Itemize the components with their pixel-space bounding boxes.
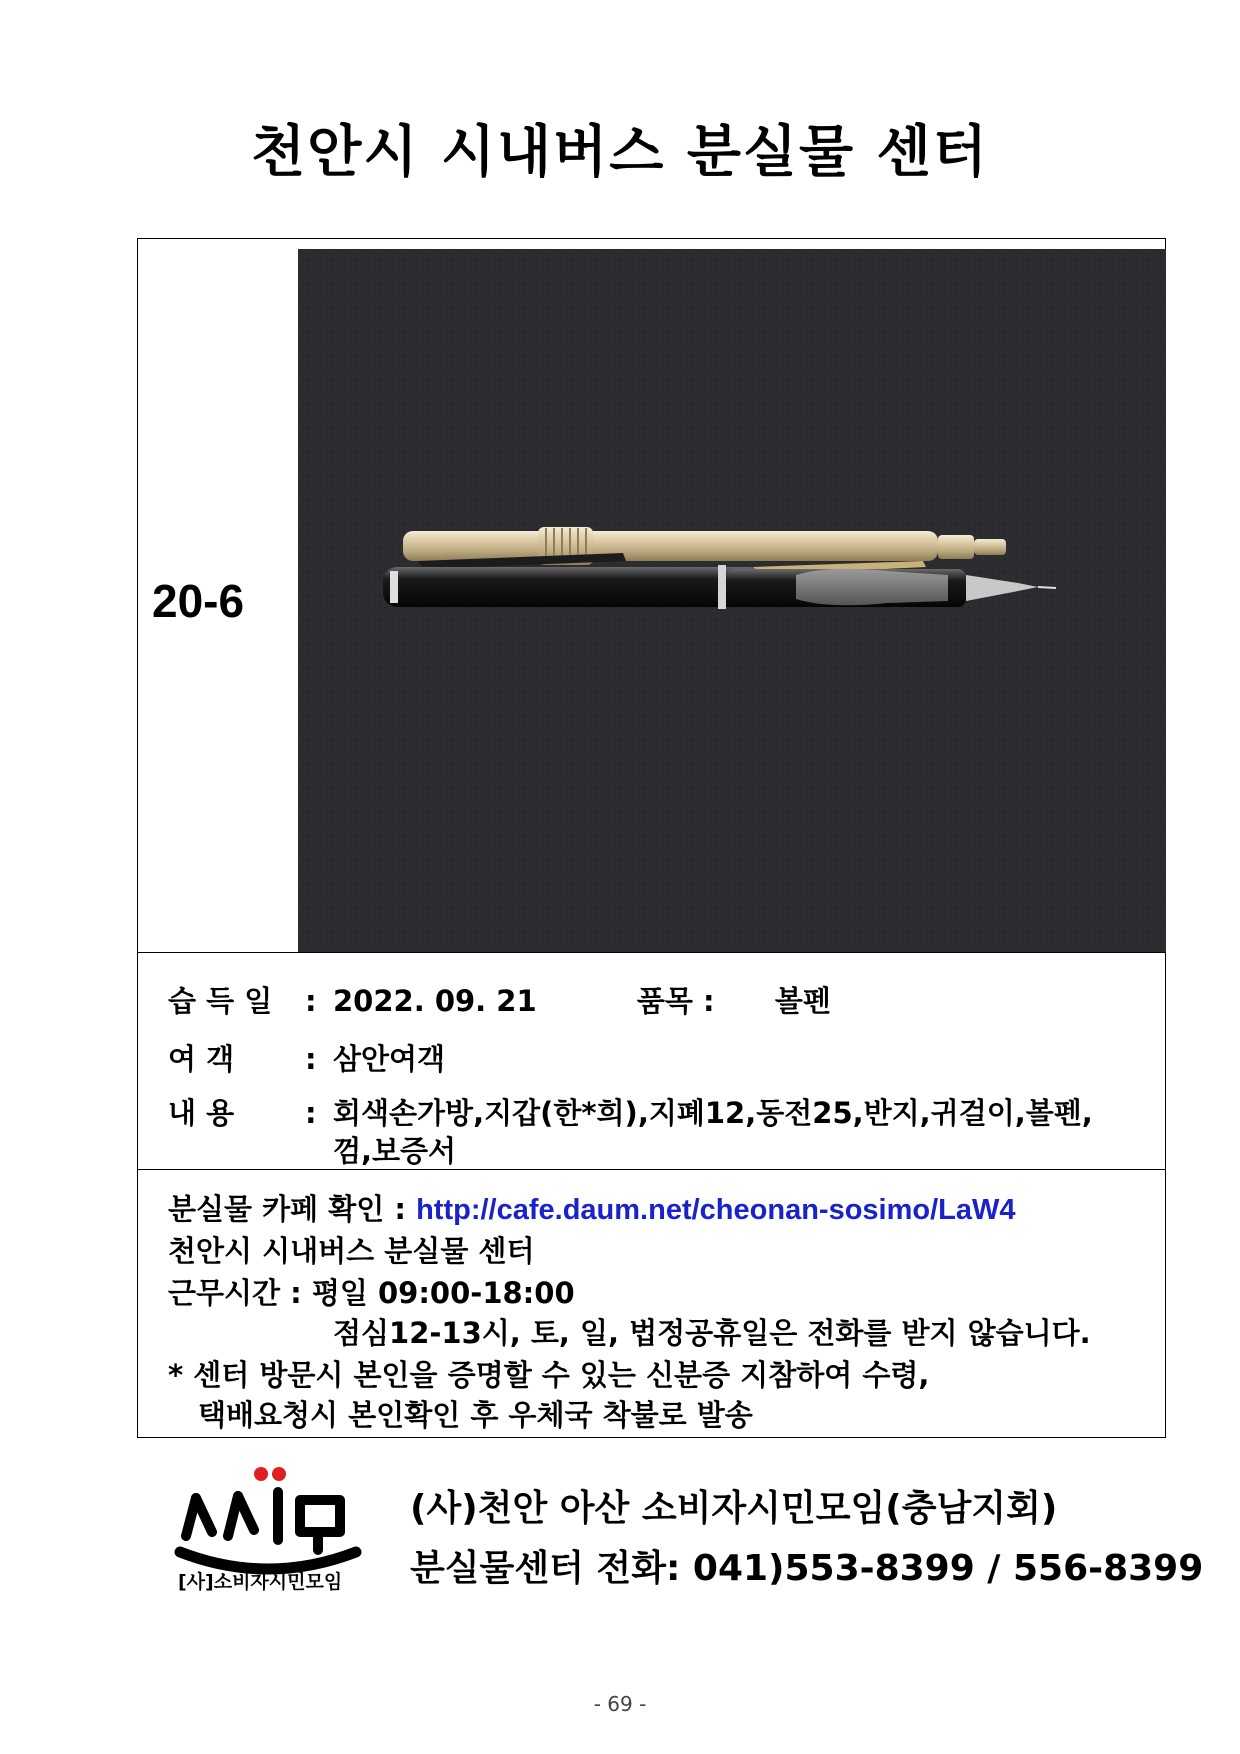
passenger-row: 여 객 : 삼안여객 [168, 1037, 445, 1078]
cafe-label: 분실물 카페 확인 : [168, 1192, 406, 1226]
hours-value: 평일 09:00-18:00 [311, 1276, 575, 1310]
cafe-row [168, 1187, 1016, 1228]
divider [138, 1169, 1165, 1170]
category-value: 볼펜 [774, 984, 831, 1018]
center-name: 천안시 시내버스 분실물 센터 [168, 1234, 535, 1268]
logo-caption: [사]소비자시민모임 [178, 1571, 343, 1593]
passenger-label: 여 객 [168, 1042, 235, 1076]
date-label: 습 득 일 [168, 984, 273, 1018]
hours-label: 근무시간 : [168, 1276, 302, 1310]
contents-value: 회색손가방,지갑(한*희),지폐12,동전25,반지,귀걸이,볼펜, [333, 1096, 1093, 1130]
item-id: 20-6 [152, 575, 245, 627]
contents-label: 내 용 [168, 1096, 235, 1130]
divider [138, 952, 1165, 953]
page-title: 천안시 시내버스 분실물 센터 [251, 120, 989, 185]
contents-continued: 껌,보증서 [333, 1134, 457, 1168]
hours-row [168, 1271, 575, 1312]
lost-item-card [137, 238, 1166, 1438]
passenger-value: 삼안여객 [333, 1042, 446, 1076]
date-row: 습 득 일 : 2022. 09. 21 품목 : 볼펜 [168, 979, 831, 1020]
organization-name: (사)천안 아산 소비자시민모임(충남지회) [410, 1488, 1058, 1529]
hours-note: 점심12-13시, 토, 일, 법정공휴일은 전화를 받지 않습니다. [333, 1316, 1091, 1350]
cafe-link[interactable]: http://cafe.daum.net/cheonan-sosimo/LaW4 [416, 1194, 1016, 1226]
pens-photo [298, 249, 1166, 952]
center-phone: 분실물센터 전화: 041)553-8399 / 556-8399 [410, 1548, 1204, 1589]
visit-note: * 센터 방문시 본인을 증명할 수 있는 신분증 지참하여 수령, [168, 1358, 930, 1392]
delivery-note: 택배요청시 본인확인 후 우체국 착불로 발송 [198, 1398, 753, 1432]
contents-row: 내 용 : 회색손가방,지갑(한*희),지폐12,동전25,반지,귀걸이,볼펜, [168, 1091, 1093, 1132]
page-number: - 69 - [593, 1692, 647, 1716]
category-label: 품목 : [636, 984, 715, 1018]
date-value: 2022. 09. 21 [333, 984, 537, 1018]
